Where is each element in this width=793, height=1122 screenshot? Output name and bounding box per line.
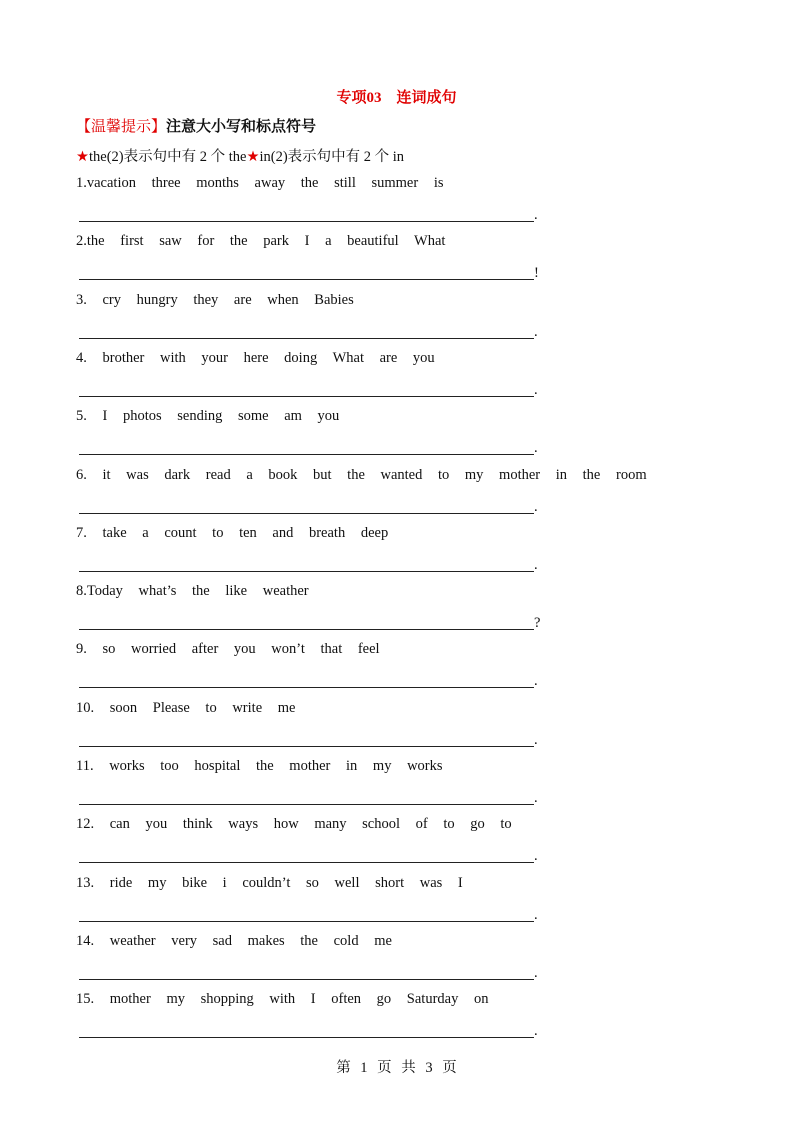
answer-field[interactable] [76, 726, 546, 748]
answer-line [79, 454, 534, 455]
end-punctuation: . [534, 556, 538, 573]
exercise-item [76, 873, 716, 923]
answer-line [79, 221, 534, 222]
end-punctuation: . [534, 323, 538, 340]
end-punctuation: . [534, 381, 538, 398]
end-punctuation: ? [534, 615, 541, 632]
exercise-prompt: 13. ride my bike i couldn’t so well short was I [76, 874, 463, 891]
end-punctuation: . [534, 440, 538, 457]
answer-line [79, 279, 534, 280]
exercise-prompt: 15. mother my shopping with I often go Saturday on [76, 991, 489, 1008]
note-line [76, 145, 404, 166]
end-punctuation: . [534, 906, 538, 923]
end-punctuation: ! [534, 265, 539, 282]
exercise-item [76, 814, 716, 864]
page-footer: 第 1 页 共 3 页 [336, 1060, 457, 1076]
answer-field[interactable] [76, 959, 546, 981]
answer-field[interactable] [76, 259, 546, 281]
star-icon: ★ [76, 149, 89, 165]
answer-line [79, 1037, 534, 1038]
answer-field[interactable] [76, 493, 546, 515]
exercise-prompt: 10. soon Please to write me [76, 699, 296, 716]
exercise-prompt: 12. can you think ways how many school of to go to [76, 816, 512, 833]
end-punctuation: . [534, 1023, 538, 1040]
answer-field[interactable] [76, 434, 546, 456]
end-punctuation: . [534, 731, 538, 748]
answer-line [79, 862, 534, 863]
exercise-prompt: 3. cry hungry they are when Babies [76, 291, 354, 308]
exercise-item [76, 523, 716, 573]
end-punctuation: . [534, 964, 538, 981]
exercise-prompt: 9. so worried after you won’t that feel [76, 641, 380, 658]
exercise-item [76, 406, 716, 456]
exercise-item [76, 756, 716, 806]
answer-field[interactable] [76, 784, 546, 806]
answer-line [79, 629, 534, 630]
exercise-prompt: 8.Today what’s the like weather [76, 583, 309, 600]
answer-field[interactable] [76, 551, 546, 573]
exercise-item [76, 931, 716, 981]
answer-line [79, 396, 534, 397]
exercise-item [76, 290, 716, 340]
answer-line [79, 746, 534, 747]
exercise-prompt: 2.the first saw for the park I a beautiful What [76, 233, 446, 250]
exercise-item [76, 173, 716, 223]
answer-field[interactable] [76, 901, 546, 923]
end-punctuation: . [534, 790, 538, 806]
end-punctuation: . [534, 498, 538, 515]
note-part-1: the(2)表示句中有 2 个 the [89, 149, 247, 165]
answer-field[interactable] [76, 1017, 546, 1039]
exercise-prompt: 1.vacation three months away the still summer is [76, 175, 444, 191]
answer-field[interactable] [76, 201, 546, 223]
answer-line [79, 921, 534, 922]
answer-field[interactable] [76, 609, 546, 631]
answer-field[interactable] [76, 376, 546, 398]
exercise-prompt: 14. weather very sad makes the cold me [76, 932, 392, 949]
answer-line [79, 571, 534, 572]
exercise-prompt: 4. brother with your here doing What are you [76, 349, 435, 366]
answer-line [79, 513, 534, 514]
exercise-prompt: 6. it was dark read a book but the wanted to my mother in the room [76, 466, 647, 483]
answer-line [79, 338, 534, 339]
tip-label: 【温馨提示】 [76, 119, 167, 135]
exercise-prompt: 5. I photos sending some am you [76, 408, 340, 425]
tip-line [76, 115, 316, 136]
tip-text: 注意大小写和标点符号 [166, 119, 317, 135]
exercise-prompt: 11. works too hospital the mother in my works [76, 758, 443, 774]
exercise-item [76, 581, 716, 631]
exercise-item [76, 465, 716, 515]
answer-field[interactable] [76, 318, 546, 340]
exercise-item [76, 698, 716, 748]
answer-line [79, 687, 534, 688]
answer-field[interactable] [76, 667, 546, 689]
end-punctuation: . [534, 207, 538, 223]
note-part-2: in(2)表示句中有 2 个 in [259, 149, 405, 165]
page-title: 专项03 连词成句 [336, 90, 457, 106]
exercise-item [76, 348, 716, 398]
end-punctuation: . [534, 673, 538, 690]
exercise-item [76, 231, 716, 281]
exercise-item [76, 639, 716, 689]
exercise-item [76, 989, 716, 1039]
exercise-prompt: 7. take a count to ten and breath deep [76, 524, 389, 541]
answer-line [79, 979, 534, 980]
answer-field[interactable] [76, 842, 546, 864]
answer-line [79, 804, 534, 805]
end-punctuation: . [534, 848, 538, 865]
star-icon: ★ [246, 149, 260, 165]
